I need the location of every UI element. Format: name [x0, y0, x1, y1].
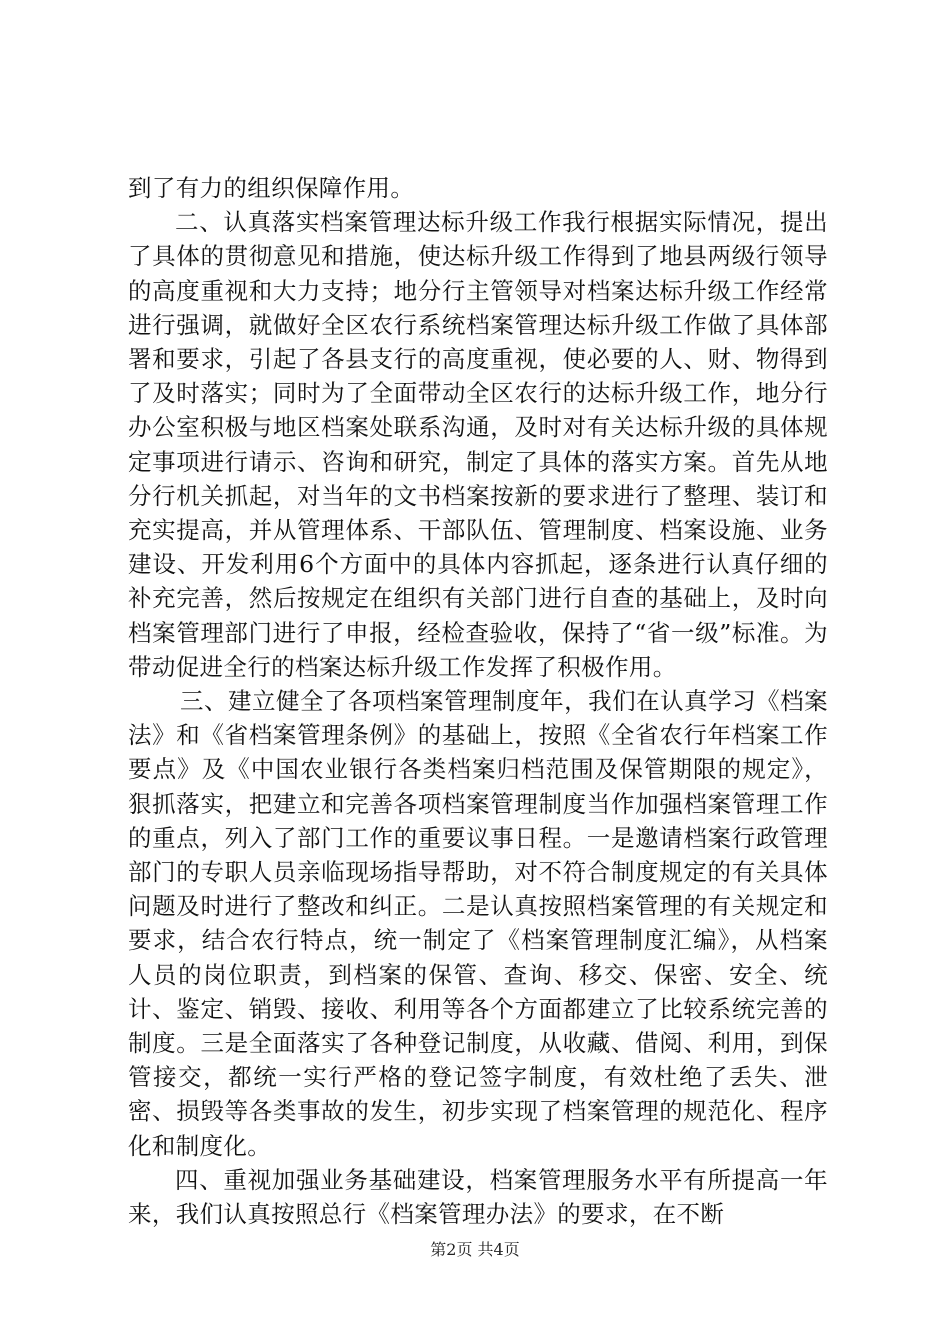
paragraph-section-3: 三、建立健全了各项档案管理制度年，我们在认真学习《档案法》和《省档案管理条例》的基础上，按照《全省农行年档案工作要点》及《中国农业银行各类档案归档范围及保管期限的规定》，狠抓落实，把建立和完善各项档案管理制度当作加强档案管理工作的重点，列入了部门工作的重要议事日程。一是邀请档案行政管理部门的专职人员亲临现场指导帮助，对不符合制度规定的有关具体问题及时进行了整改和纠正。二是认真按照档案管理的有关规定和要求，结合农行特点，统一制定了《档案管理制度汇编》，从档案人员的岗位职责，到档案的保管、查询、移交、保密、安全、统计、鉴定、销毁、接收、利用等各个方面都建立了比较系统完善的制度。三是全面落实了各种登记制度，从收藏、借阅、利用，到保管接交，都统一实行严格的登记签字制度，有效杜绝了丢失、泄密、损毁等各类事故的发生，初步实现了档案管理的规范化、程序化和制度化。 [128, 687, 828, 1160]
page-number-label: 第2页 共4页 [430, 1240, 520, 1259]
paragraph-section-2: 二、认真落实档案管理达标升级工作我行根据实际情况，提出了具体的贯彻意见和措施，使达标升级工作得到了地县两级行领导的高度重视和大力支持；地分行主管领导对档案达标升级工作经常进行强调，就做好全区农行系统档案管理达标升级工作做了具体部署和要求，引起了各县支行的高度重视，使必要的人、财、物得到了及时落实；同时为了全面带动全区农行的达标升级工作，地分行办公室积极与地区档案处联系沟通，及时对有关达标升级的具体规定事项进行请示、咨询和研究，制定了具体的落实方案。首先从地分行机关抓起，对当年的文书档案按新的要求进行了整理、装订和充实提高，并从管理体系、干部队伍、管理制度、档案设施、业务建设、开发利用6个方面中的具体内容抓起，逐条进行认真仔细的补充完善，然后按规定在组织有关部门进行自查的基础上，及时向档案管理部门进行了申报，经检查验收，保持了“省一级”标准。为带动促进全行的档案达标升级工作发挥了积极作用。 [128, 208, 828, 681]
paragraph-section-4: 四、重视加强业务基础建设，档案管理服务水平有所提高一年来，我们认真按照总行《档案管理办法》的要求，在不断 [128, 1165, 828, 1229]
paragraph-continuation: 到了有力的组织保障作用。 [128, 174, 415, 202]
document-body [128, 171, 828, 1231]
page-footer [0, 1240, 950, 1260]
